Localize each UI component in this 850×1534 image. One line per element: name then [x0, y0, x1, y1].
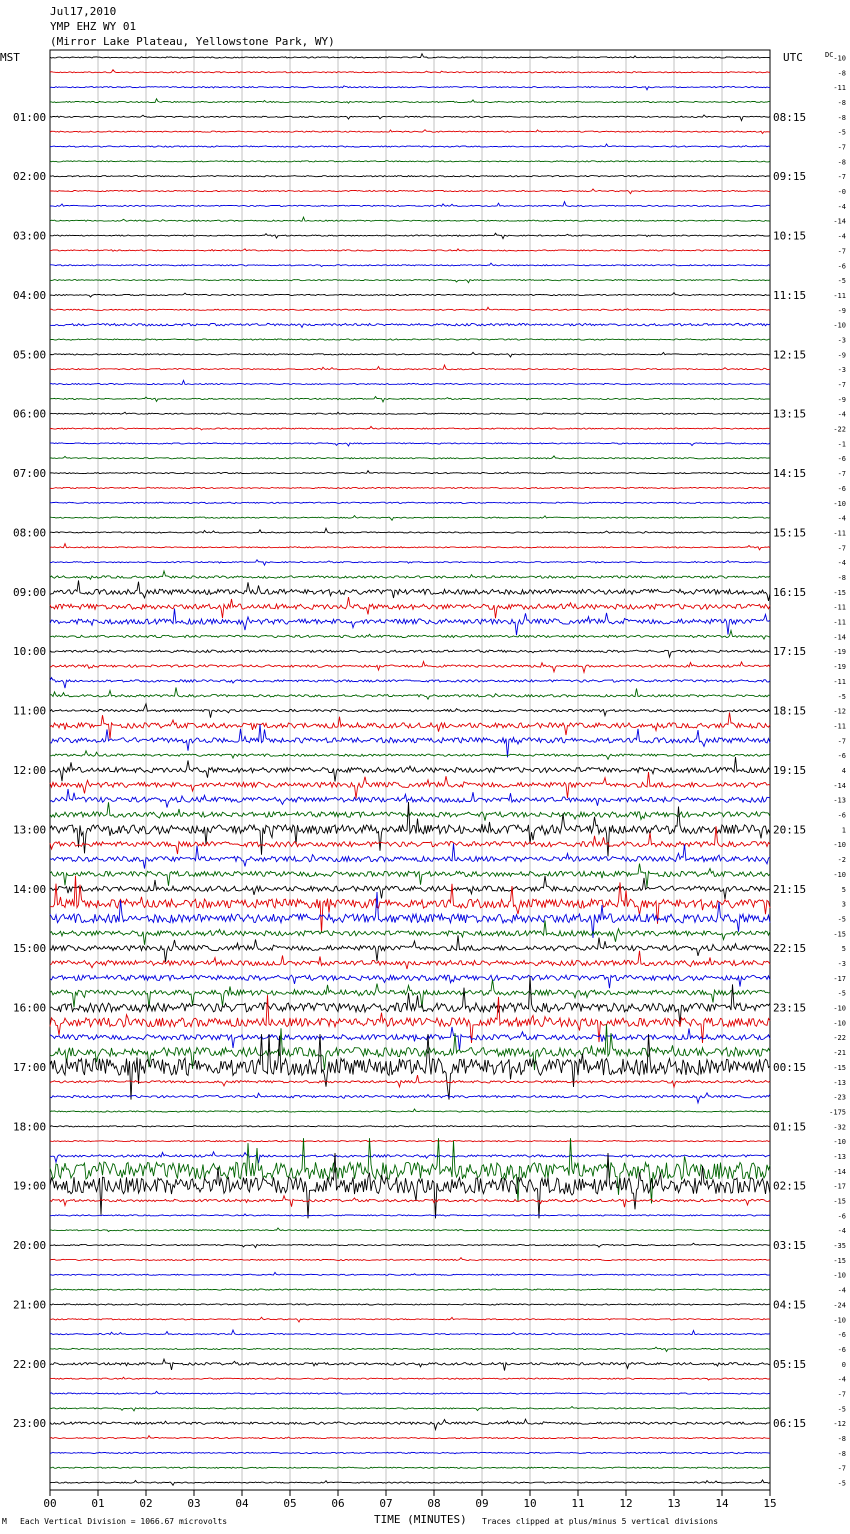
seismic-trace: [50, 864, 770, 888]
seismic-trace: [50, 724, 770, 757]
seismic-trace: [50, 86, 770, 90]
dc-offset-value: 5: [841, 885, 846, 894]
hour-label-mst: 14:00: [13, 882, 47, 896]
dc-offset-value: -7: [837, 470, 846, 479]
seismic-trace: [50, 1228, 770, 1232]
dc-offset-value: -2: [837, 856, 846, 865]
dc-offset-value: -7: [837, 737, 846, 746]
hour-label-mst: 17:00: [13, 1060, 47, 1074]
dc-offset-value: -19: [833, 648, 846, 657]
seismic-trace: [50, 802, 770, 820]
dc-offset-value: -19: [833, 663, 846, 672]
seismic-trace: [50, 516, 770, 521]
dc-offset-value: -11: [833, 603, 846, 612]
seismic-trace: [50, 217, 770, 221]
dc-offset-value: -24: [833, 1301, 846, 1310]
seismic-trace: [50, 1214, 770, 1216]
seismic-trace: [50, 704, 770, 718]
hour-label-mst: 15:00: [13, 942, 47, 956]
dc-header-label: DC: [825, 51, 834, 59]
seismic-trace: [50, 1436, 770, 1439]
hour-label-mst: 12:00: [13, 764, 47, 777]
dc-offset-value: -4: [837, 1286, 846, 1295]
dc-offset-value: -10: [833, 1004, 846, 1013]
dc-offset-value: -4: [837, 514, 846, 523]
seismic-trace: [50, 977, 770, 1025]
seismic-trace: [50, 631, 770, 640]
seismic-trace: [50, 1093, 770, 1103]
hour-label-mst: 10:00: [13, 645, 47, 659]
seismic-trace: [50, 920, 770, 944]
seismic-trace: [50, 54, 770, 58]
x-tick-label: 03: [187, 1497, 201, 1510]
dc-offset-value: -14: [833, 217, 846, 226]
x-tick-label: 13: [667, 1497, 681, 1510]
seismic-trace: [50, 249, 770, 251]
dc-offset-value: -8: [837, 98, 846, 107]
seismic-trace: [50, 443, 770, 446]
seismic-trace: [50, 1138, 770, 1203]
seismic-trace: [50, 1243, 770, 1247]
dc-offset-value: -10: [833, 54, 846, 63]
hour-label-utc: 04:15: [773, 1298, 807, 1312]
right-timezone-label: UTC: [783, 51, 803, 64]
seismic-trace: [50, 1289, 770, 1290]
seismic-trace: [50, 975, 770, 988]
dc-offset-value: -8: [837, 574, 846, 583]
hour-label-utc: 13:15: [773, 407, 807, 421]
seismic-trace: [50, 757, 770, 781]
dc-offset-value: -10: [833, 321, 846, 330]
x-tick-label: 00: [43, 1497, 57, 1510]
dc-offset-value: 4: [841, 767, 846, 775]
hour-label-mst: 03:00: [13, 229, 47, 243]
hour-label-utc: 19:15: [773, 764, 807, 777]
dc-offset-value: -5: [837, 1405, 846, 1414]
hour-label-utc: 16:15: [773, 585, 807, 599]
seismic-trace: [50, 544, 770, 550]
hour-label-mst: 01:00: [13, 110, 47, 124]
dc-offset-value: -7: [837, 1464, 846, 1473]
dc-offset-value: -21: [833, 1049, 846, 1058]
seismic-trace: [50, 1377, 770, 1380]
hour-label-utc: 09:15: [773, 170, 807, 184]
seismic-trace: [50, 597, 770, 618]
dc-offset-value: -35: [833, 1242, 846, 1251]
seismic-trace: [50, 365, 770, 370]
dc-offset-value: -11: [833, 618, 846, 627]
seismic-trace: [50, 1304, 770, 1306]
dc-offset-value: -5: [837, 277, 846, 286]
dc-offset-value: -8: [837, 1435, 846, 1444]
dc-offset-value: 5: [841, 945, 846, 954]
seismic-trace: [50, 339, 770, 341]
dc-offset-value: -6: [837, 262, 846, 271]
seismic-trace: [50, 1407, 770, 1411]
dc-offset-value: -6: [837, 1345, 846, 1354]
dc-offset-value: -15: [833, 588, 846, 597]
seismic-trace: [50, 580, 770, 601]
dc-offset-value: -11: [833, 529, 846, 538]
dc-offset-value: -11: [833, 722, 846, 731]
seismic-trace: [50, 70, 770, 73]
seismic-trace: [50, 528, 770, 533]
dc-offset-value: -6: [837, 455, 846, 464]
dc-offset-value: 3: [841, 900, 846, 909]
dc-offset-value: -7: [837, 143, 846, 152]
seismic-trace: [50, 609, 770, 636]
dc-offset-value: -22: [833, 425, 846, 434]
seismic-trace: [50, 380, 770, 384]
hour-label-utc: 21:15: [773, 882, 807, 896]
seismic-trace: [50, 307, 770, 310]
dc-offset-value: -9: [837, 351, 846, 360]
dc-offset-value: -10: [833, 841, 846, 850]
dc-offset-value: -1: [837, 440, 846, 449]
station-location: (Mirror Lake Plateau, Yellowstone Park, WY): [50, 35, 335, 48]
seismic-trace: [50, 323, 770, 327]
dc-offset-value: -9: [837, 306, 846, 315]
seismic-trace: [50, 1419, 770, 1429]
seismic-trace: [50, 352, 770, 357]
hour-label-mst: 06:00: [13, 407, 47, 421]
x-tick-label: 14: [715, 1497, 729, 1510]
dc-offset-value: -17: [833, 1182, 846, 1191]
dc-offset-value: -175: [829, 1108, 846, 1117]
dc-offset-value: -14: [833, 633, 846, 642]
dc-offset-value: -11: [833, 84, 846, 93]
seismic-trace: [50, 189, 770, 194]
dc-offset-value: -10: [833, 1138, 846, 1147]
dc-offset-value: -8: [837, 158, 846, 167]
dc-offset-value: -14: [833, 781, 846, 790]
dc-offset-value: -15: [833, 1256, 846, 1265]
seismic-trace: [50, 1480, 770, 1485]
dc-offset-value: -14: [833, 1167, 846, 1176]
seismic-trace: [50, 1359, 770, 1370]
dc-offset-value: -5: [837, 128, 846, 137]
seismic-trace: [50, 1141, 770, 1143]
hour-label-utc: 17:15: [773, 645, 807, 659]
seismic-trace: [50, 1317, 770, 1322]
hour-label-utc: 05:15: [773, 1357, 807, 1371]
hour-label-mst: 13:00: [13, 823, 47, 837]
seismic-trace: [50, 99, 770, 103]
seismic-trace: [50, 397, 770, 402]
dc-offset-value: -23: [833, 1093, 846, 1102]
hour-label-mst: 09:00: [13, 585, 47, 599]
dc-offset-value: -15: [833, 1063, 846, 1072]
x-tick-label: 05: [283, 1497, 297, 1510]
dc-offset-value: -9: [837, 395, 846, 404]
hour-label-mst: 08:00: [13, 526, 47, 540]
hour-label-utc: 18:15: [773, 704, 807, 718]
corner-mark: M: [2, 1517, 7, 1526]
dc-offset-value: 0: [841, 1360, 846, 1369]
seismic-trace: [50, 951, 770, 969]
dc-offset-value: -10: [833, 870, 846, 879]
x-tick-label: 15: [763, 1497, 777, 1510]
seismic-trace: [50, 176, 770, 178]
chart-date: Jul17,2010: [50, 5, 117, 18]
left-timezone-label: MST: [0, 51, 20, 64]
dc-offset-value: -17: [833, 974, 846, 983]
dc-offset-value: -8: [837, 69, 846, 78]
dc-offset-value: -12: [833, 1420, 846, 1429]
dc-offset-value: -5: [837, 1479, 846, 1488]
dc-offset-value: -4: [837, 202, 846, 211]
dc-offset-value: -4: [837, 1227, 846, 1236]
seismic-trace: [50, 678, 770, 689]
x-tick-label: 11: [571, 1497, 585, 1510]
seismic-trace: [50, 1034, 770, 1099]
seismic-trace: [50, 502, 770, 504]
seismic-trace: [50, 293, 770, 298]
hour-label-utc: 01:15: [773, 1120, 807, 1134]
hour-label-mst: 19:00: [13, 1179, 47, 1193]
seismic-trace: [50, 1467, 770, 1468]
dc-offset-value: -6: [837, 752, 846, 761]
dc-offset-value: -7: [837, 247, 846, 256]
seismic-trace: [50, 662, 770, 673]
dc-offset-value: -0: [837, 188, 846, 197]
dc-offset-value: -13: [833, 1152, 846, 1161]
x-tick-label: 10: [523, 1497, 537, 1510]
dc-offset-value: -10: [833, 1316, 846, 1325]
dc-offset-value: -3: [837, 336, 846, 345]
seismic-trace: [50, 263, 770, 267]
hour-label-mst: 02:00: [13, 170, 47, 184]
dc-offset-value: -4: [837, 559, 846, 568]
dc-offset-value: -7: [837, 173, 846, 182]
dc-offset-value: -13: [833, 1078, 846, 1087]
seismic-trace: [50, 1391, 770, 1394]
seismic-trace: [50, 426, 770, 430]
right-hour-labels: [773, 111, 806, 1430]
seismic-trace: [50, 487, 770, 488]
left-hour-labels: [13, 111, 46, 1430]
dc-offset-value: -4: [837, 410, 846, 419]
x-axis-ticks: [43, 1490, 776, 1510]
seismic-trace: [50, 789, 770, 808]
seismic-trace: [50, 876, 770, 933]
hour-label-utc: 15:15: [773, 526, 807, 540]
trace-group: [50, 54, 770, 1486]
hour-label-mst: 05:00: [13, 348, 47, 362]
x-tick-label: 12: [619, 1497, 633, 1510]
dc-offset-value: -7: [837, 1390, 846, 1399]
hour-label-mst: 11:00: [13, 704, 47, 718]
hour-label-utc: 02:15: [773, 1179, 807, 1193]
dc-offset-value: -6: [837, 811, 846, 820]
seismic-trace: [50, 1152, 770, 1163]
hour-label-utc: 06:15: [773, 1417, 807, 1431]
seismic-trace: [50, 280, 770, 283]
hour-label-utc: 20:15: [773, 823, 807, 837]
dc-offset-value: -6: [837, 484, 846, 493]
dc-offset-value: -5: [837, 692, 846, 701]
hour-label-mst: 21:00: [13, 1298, 47, 1312]
hour-label-mst: 18:00: [13, 1120, 47, 1134]
dc-offset-value: -22: [833, 1034, 846, 1043]
hour-label-utc: 10:15: [773, 229, 807, 243]
seismic-trace: [50, 571, 770, 579]
x-tick-label: 04: [235, 1497, 249, 1510]
dc-offset-value: -3: [837, 366, 846, 375]
clip-note: Traces clipped at plus/minus 5 vertical divisions: [482, 1517, 719, 1526]
dc-offset-value: -4: [837, 232, 846, 241]
dc-offset-value: -8: [837, 113, 846, 122]
hour-label-mst: 20:00: [13, 1239, 47, 1253]
seismic-trace: [50, 751, 770, 760]
dc-offset-value: -10: [833, 1019, 846, 1028]
dc-offset-value: -15: [833, 930, 846, 939]
seismic-trace: [50, 1109, 770, 1112]
dc-offset-value: -11: [833, 291, 846, 300]
dc-offset-value: -10: [833, 1271, 846, 1280]
seismic-trace: [50, 233, 770, 238]
dc-offset-value: -7: [837, 381, 846, 390]
seismic-trace: [50, 772, 770, 799]
x-tick-label: 02: [139, 1497, 153, 1510]
dc-offset-value: -8: [837, 1449, 846, 1458]
seismic-trace: [50, 1258, 770, 1261]
hour-label-mst: 04:00: [13, 288, 47, 302]
dc-offset-value: -5: [837, 989, 846, 998]
x-tick-label: 08: [427, 1497, 441, 1510]
seismic-trace: [50, 1452, 770, 1453]
dc-offset-value: -4: [837, 1375, 846, 1384]
seismic-trace: [50, 130, 770, 134]
hour-label-utc: 23:15: [773, 1001, 807, 1015]
seismic-trace: [50, 161, 770, 162]
seismic-trace: [50, 713, 770, 739]
seismic-trace: [50, 1272, 770, 1275]
station-code: YMP EHZ WY 01: [50, 20, 137, 33]
seismic-trace: [50, 1126, 770, 1127]
x-tick-label: 07: [379, 1497, 393, 1510]
hour-label-utc: 03:15: [773, 1239, 807, 1253]
hour-label-utc: 12:15: [773, 348, 807, 362]
seismic-trace: [50, 471, 770, 474]
hour-label-utc: 11:15: [773, 288, 807, 302]
dc-offset-value: -32: [833, 1123, 846, 1132]
x-tick-label: 09: [475, 1497, 489, 1510]
dc-offset-value: -12: [833, 707, 846, 716]
seismic-trace: [50, 802, 770, 856]
seismic-trace: [50, 688, 770, 700]
seismic-trace: [50, 202, 770, 207]
x-tick-label: 01: [91, 1497, 105, 1510]
seismic-trace: [50, 935, 770, 962]
dc-offset-value: -6: [837, 1212, 846, 1221]
seismic-trace: [50, 560, 770, 565]
seismic-trace: [50, 1075, 770, 1087]
dc-offset-value: -6: [837, 1331, 846, 1340]
seismic-trace: [50, 1347, 770, 1351]
dc-offset-value: -3: [837, 959, 846, 968]
seismic-trace: [50, 650, 770, 657]
seismic-trace: [50, 1153, 770, 1218]
hour-label-mst: 16:00: [13, 1001, 47, 1015]
hour-label-utc: 14:15: [773, 467, 807, 481]
hour-label-mst: 22:00: [13, 1357, 47, 1371]
seismic-trace: [50, 1330, 770, 1335]
seismic-trace: [50, 1027, 770, 1051]
dc-offset-value: 1: [841, 826, 846, 835]
hour-label-utc: 08:15: [773, 110, 807, 124]
dc-offset-value: -5: [837, 915, 846, 924]
seismic-trace: [50, 144, 770, 147]
hour-label-utc: 00:15: [773, 1060, 807, 1074]
seismic-trace: [50, 456, 770, 459]
dc-offset-value: -15: [833, 1197, 846, 1206]
seismic-trace: [50, 115, 770, 121]
seismic-trace: [50, 412, 770, 414]
hour-label-utc: 22:15: [773, 942, 807, 956]
x-axis-title: TIME (MINUTES): [374, 1513, 467, 1526]
seismic-trace: [50, 1196, 770, 1207]
seismic-trace: [50, 876, 770, 899]
hour-label-mst: 23:00: [13, 1417, 47, 1431]
vertical-division-note: Each Vertical Division = 1066.67 microvolts: [20, 1517, 228, 1526]
dc-offset-value: -7: [837, 544, 846, 553]
dc-offset-labels: [829, 54, 846, 1487]
x-tick-label: 06: [331, 1497, 345, 1510]
hour-label-mst: 07:00: [13, 467, 47, 481]
dc-offset-value: -13: [833, 796, 846, 805]
seismic-trace: [50, 843, 770, 868]
dc-offset-value: -11: [833, 677, 846, 686]
dc-offset-value: -10: [833, 499, 846, 508]
